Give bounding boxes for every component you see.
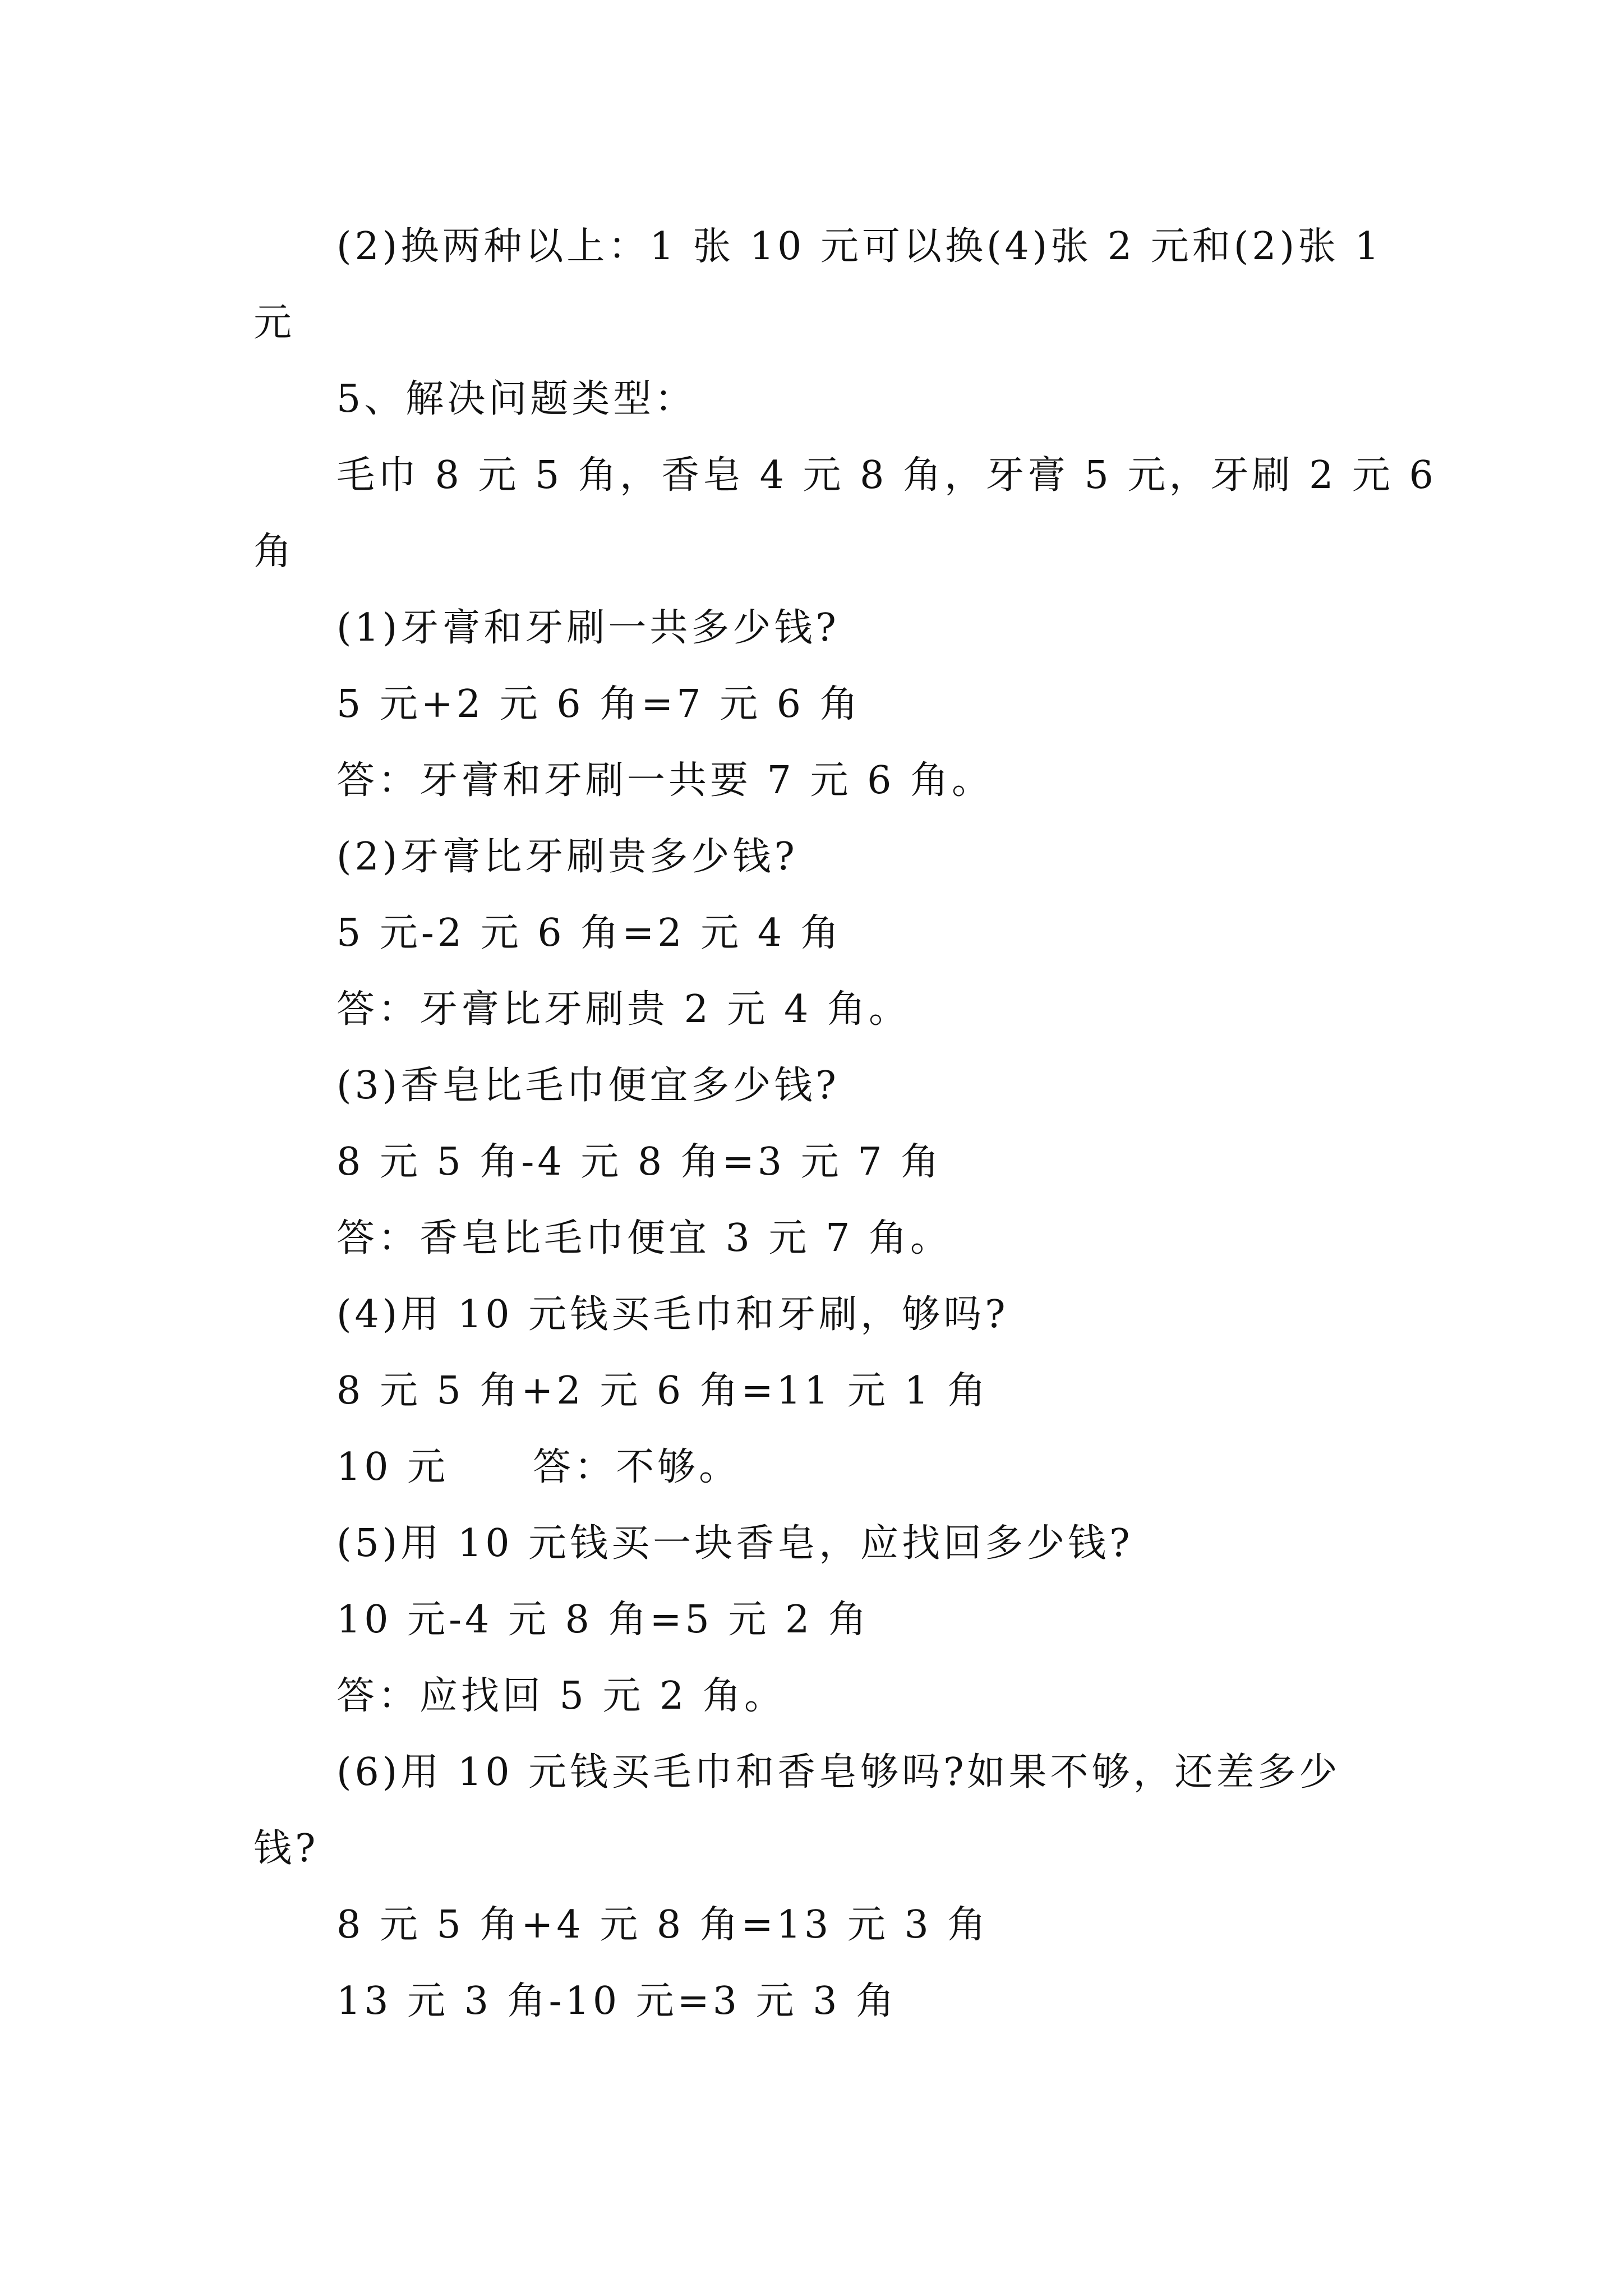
equation-line: 13 元 3 角-10 元=3 元 3 角 <box>336 1979 898 2023</box>
text-line: 钱? <box>253 1826 319 1871</box>
question-line: (6)用 10 元钱买毛巾和香皂够吗?如果不够，还差多少 <box>336 1750 1341 1795</box>
answer-line: 答：牙膏和牙刷一共要 7 元 6 角。 <box>336 758 993 803</box>
comparison-value: 10 元 <box>336 1445 449 1489</box>
equation-line: 5 元-2 元 6 角=2 元 4 角 <box>336 911 842 955</box>
equation-line: 8 元 5 角+4 元 8 角=13 元 3 角 <box>336 1903 989 1947</box>
equation-line: 10 元-4 元 8 角=5 元 2 角 <box>336 1598 870 1642</box>
text-line: 角 <box>253 530 296 574</box>
section-heading: 5、解决问题类型： <box>336 377 697 421</box>
question-line: (4)用 10 元钱买毛巾和牙刷，够吗? <box>336 1292 1009 1337</box>
question-line: (1)牙膏和牙刷一共多少钱? <box>336 606 840 650</box>
answer-line: 答：牙膏比牙刷贵 2 元 4 角。 <box>336 987 910 1032</box>
question-line: (2)牙膏比牙刷贵多少钱? <box>336 835 798 879</box>
question-line: (3)香皂比毛巾便宜多少钱? <box>336 1064 840 1108</box>
text-line: 元 <box>253 301 296 345</box>
answer-line: 答：香皂比毛巾便宜 3 元 7 角。 <box>336 1216 952 1260</box>
question-line: (5)用 10 元钱买一块香皂，应找回多少钱? <box>336 1521 1133 1566</box>
equation-line: 8 元 5 角+2 元 6 角=11 元 1 角 <box>336 1369 989 1413</box>
text-line: 毛巾 8 元 5 角，香皂 4 元 8 角，牙膏 5 元，牙刷 2 元 6 <box>336 453 1437 498</box>
answer-line <box>253 1429 1381 1506</box>
equation-line: 5 元+2 元 6 角=7 元 6 角 <box>336 682 861 726</box>
equation-line: 8 元 5 角-4 元 8 角=3 元 7 角 <box>336 1140 943 1184</box>
answer-line: 答：应找回 5 元 2 角。 <box>336 1674 786 1718</box>
answer-text: 答：不够。 <box>533 1445 741 1489</box>
text-line: (2)换两种以上：1 张 10 元可以换(4)张 2 元和(2)张 1 <box>336 224 1382 269</box>
document-body <box>253 209 1437 2040</box>
